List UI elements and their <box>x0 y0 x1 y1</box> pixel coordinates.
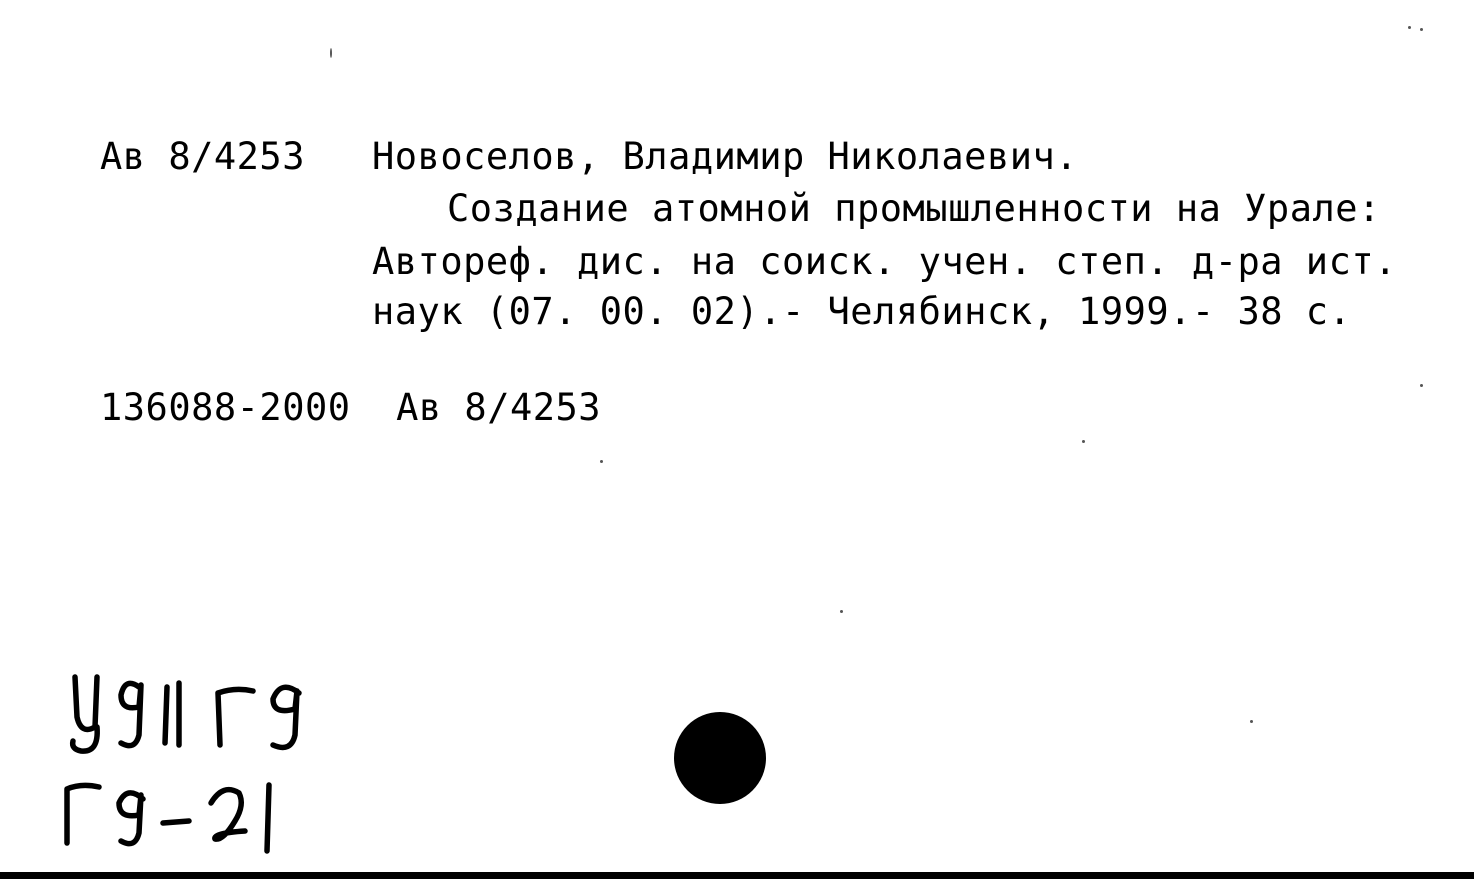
scan-speck <box>1420 384 1423 387</box>
scan-speck <box>600 460 603 463</box>
scan-speck <box>1082 440 1085 443</box>
scan-speck <box>1420 28 1423 31</box>
inventory-number: 136088-2000 Ав 8/4253 <box>100 386 602 429</box>
scan-speck <box>1250 720 1253 723</box>
author-name: Новоселов, Владимир Николаевич. <box>372 135 1079 178</box>
handwritten-classification <box>55 665 335 865</box>
title-line-1: Создание атомной промышленности на Урале: <box>447 187 1381 230</box>
call-number: Ав 8/4253 <box>100 135 305 178</box>
scan-speck <box>840 610 843 613</box>
title-line-3: наук (07. 00. 02).- Челябинск, 1999.- 38 с. <box>372 290 1352 333</box>
card-bottom-edge <box>0 872 1474 879</box>
punch-hole <box>674 712 766 804</box>
title-line-2: Автореф. дис. на соиск. учен. степ. д-ра ист. <box>372 240 1397 283</box>
scan-speck <box>1408 26 1411 29</box>
scan-speck <box>330 48 332 58</box>
